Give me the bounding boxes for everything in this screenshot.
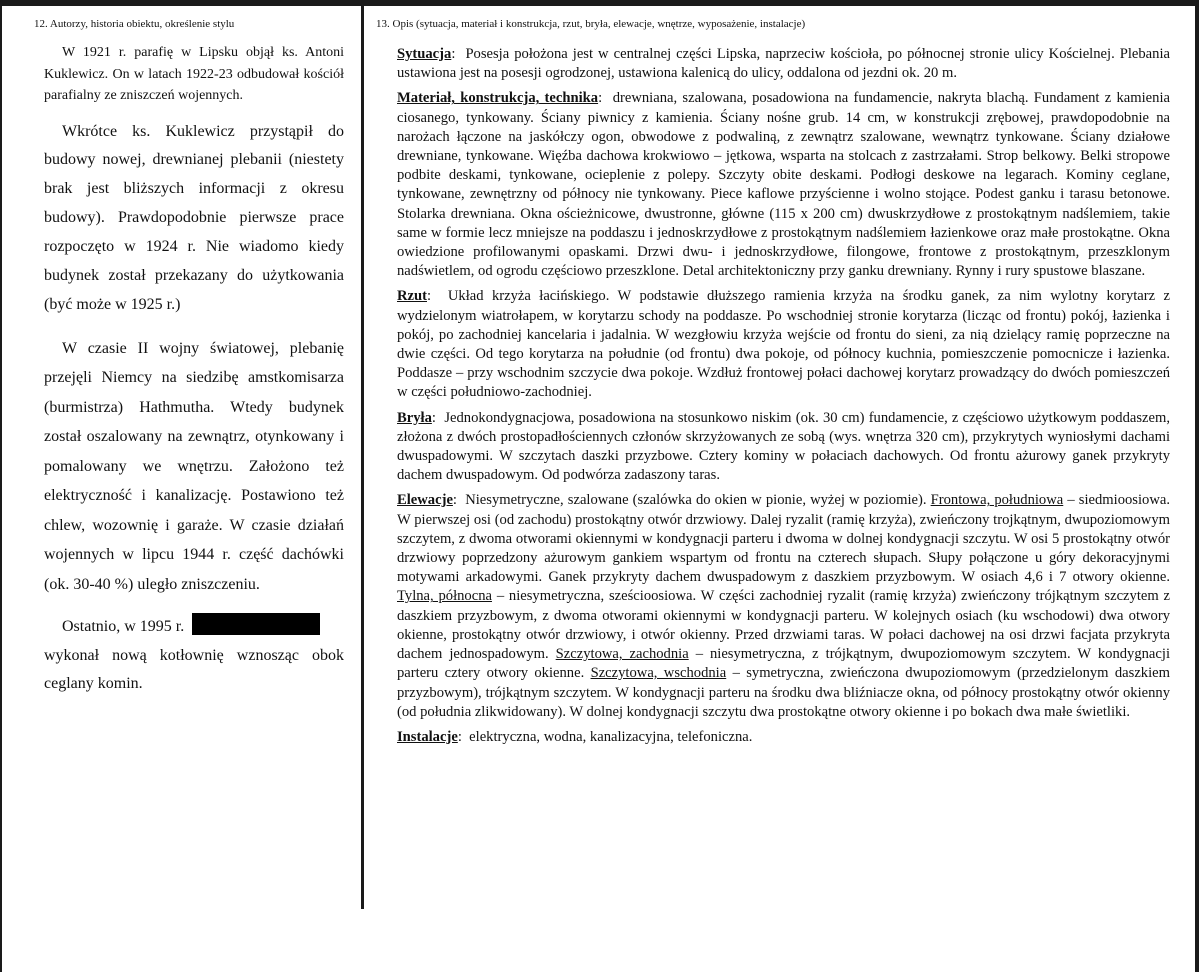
history-paragraph-4-lead: Ostatnio, w 1995 r. [62,618,185,636]
section-title-bryla: Bryła [397,409,432,426]
elevation-text-frontowa: – siedmioosiowa. W pierwszej osi (od zachodu) prostokątny otwór drzwiowy. Dalej ryzalit (ramię krzyża), zwieńczony trojkątnym, dwupoziomowym szczytem, z dwoma otworami okiennymi w kondygnacji parteru i dwoma w dolnej kondygnacji szczytu. W osi 5 prostokątny otwór drzwiowy poprzedzony ażurowym gankiem wspartym od frontu na czterech słupach. Słupy połączone u góry dekoracyjnymi motywami arkadowymi. Ganek przykryty dachem dwuspadowym z daszkiem przyzbowym. W osiach 4,6 i 7 otwory okienne. [397,492,1170,586]
section-text-rzut: Układ krzyża łacińskiego. W podstawie dłuższego ramienia krzyża na środku ganek, za nim wylotny korytarz z wydzielonym wiatrołapem, w korytarzu schody na poddasze. Po wschodniej stronie korytarza (licząc od frontu) pokój, łazienka i pokój, po zachodniej kancelaria i jadalnia. W wezgłowiu krzyża wejście od frontu do sieni, za nią dzielący ramię poprzeczne na dwie części. Od tego korytarza na południe (od frontu) dwa pokoje, od północy kuchnia, pomieszczenie pomocnicze i łazienka. Poddasze – przy wschodnim szczycie dwa pokoje. Wzdłuż frontowej połaci dachowej korytarz prowadzący do dwóch pomieszczeń w części południowo-zachodniej. [397,288,1171,401]
history-paragraph-4-start [44,613,344,642]
history-paragraph-1: W 1921 r. parafię w Lipsku objął ks. Antoni Kuklewicz. On w latach 1922-23 odbudował kościół parafialny ze zniszczeń wojennych. [44,45,344,103]
section-material: Materiał, konstrukcja, technika: drewniana, szalowana, posadowiona na fundamencie, nakryta blachą. Fundament z kamienia ciosanego, tynkowany. Ściany piwnicy z kamienia. Ściany nośne grub. 14 cm, w konstrukcji zrębowej, prawdopodobnie na narożach łączone na jaskółczy ogon, obwodowe z podwaliną, z zewnątrz szalowane, wewnątrz tynkowane. Ściany działowe drewniane, tynkowane. Więźba dachowa krokwiowo – jętkowa, wsparta na stolcach z zastrzałami. Strop belkowy. Belki stropowe podbite deskami, tynkowane, ocieplenie z polepy. Szczyty obite deskami. Podłogi deskowe na legarach. Kominy ceglane, tynkowane, zewnętrzny od północy nie tynkowany. Piece kaflowe przyścienne i wolno stojące. Podest ganku i tarasu betonowe. Stolarka drewniana. Okna ościeżnicowe, dwustronne, główne (115 x 200 cm) dwuskrzydłowe z prostokątnym nadślemiem, takie same w formie lecz mniejsze na poddaszu i jednoskrzydłowe z prostokątnym nadślemiem łazienkowe oraz małe prostokątne. Okna owiedzione profilowanymi opaskami. Drzwi dwu- i jednoskrzydłowe, filongowe, frontowe z prostokątnym, przeszklonym nadświetlem, od ogrodu częściowo przeszklone. Detal architektoniczny przy ganku drewniany. Rynny i rury spustowe blaszane. [397,90,1170,280]
history-paragraph-4-end: wykonał nową kotłownię wznosząc obok ceglany komin. [44,646,344,693]
elevation-label-frontowa: Frontowa, południowa [930,492,1064,509]
right-border [1195,0,1199,972]
section-title-material: Materiał, konstrukcja, technika [397,90,599,107]
right-column-heading: 13. Opis (sytuacja, materiał i konstrukcja, rzut, bryła, elewacje, wnętrze, wyposażenie, instalacje) [376,18,806,30]
history-column [44,42,344,699]
section-title-elewacje: Elewacje [397,492,453,509]
section-elewacje: Elewacje: Niesymetryczne, szalowane (szalówka do okien w pionie, wyżej w poziomie). Frontowa, południowa – siedmioosiowa. W pierwszej osi (od zachodu) prostokątny otwór drzwiowy. Dalej ryzalit (ramię krzyża), zwieńczony trojkątnym, dwupoziomowym szczytem, z dwoma otworami okiennymi w kondygnacji parteru i dwoma w dolnej kondygnacji szczytu. W osi 5 prostokątny otwór drzwiowy poprzedzony ażurowym gankiem wspartym od frontu na czterech słupach. Słupy połączone u góry dekoracyjnymi motywami arkadowymi. Ganek przykryty dachem dwuspadowym z daszkiem przyzbowym. W osiach 4,6 i 7 otwory okienne. Tylna, północna – niesymetryczna, sześcioosiowa. W części zachodniej ryzalit (ramię krzyża) zwieńczony trójkątnym szczytem z daszkiem przyzbowym, z dwoma otworami okiennymi w kondygnacji parteru. W kolejnych osiach (ku wschodowi) dwa otwory okienne, prostokątny otwór drzwiowy, i otwór okienny. Przed drzwiami taras. W połaci dachowej na osi drzwi facjata przykryta dachem jednospadowym. Szczytowa, zachodnia – niesymetryczna, z trójkątnym, dwupoziomowym szczytem. W kondygnacji parteru cztery otwory okienne. Szczytowa, wschodnia – symetryczna, zwieńczona dwupoziomowym (przedzielonym daszkiem przyzbowym), trójkątnym szczytem. W kondygnacji parteru na środku dwa bliźniacze okna, od północy prostokątny otwór okienny (od południa zlikwidowany). W dolnej kondygnacji szczytu dwa prostokątne otwory okienne i po bokach dwa małe świetlikі. [397,492,1170,720]
history-paragraph-2: Wkrótce ks. Kuklewicz przystąpił do budowy nowej, drewnianej plebanii (niestety brak jest bliższych informacji z okresu budowy). Prawdopodobnie pierwsze prace rozpoczęto w 1924 r. Nie wiadomo kiedy budynek został przekazany do użytkowania (być może w 1925 r.) [44,122,344,313]
elevation-label-wschodnia: Szczytowa, wschodnia [590,665,727,682]
elevation-text-tylna: – niesymetryczna, sześcioosiowa. W części zachodniej ryzalit (ramię krzyża) zwieńczony trójkątnym szczytem z daszkiem przyzbowym, z dwoma otworami okiennymi w kondygnacji parteru. W kolejnych osiach (ku wschodowi) dwa otwory okienne, prostokątny otwór drzwiowy, i otwór okienny. Przed drzwiami taras. W połaci dachowej na osi drzwi facjata przykryta dachem jednospadowym. [397,588,1170,663]
elevation-label-zachodnia: Szczytowa, zachodnia [555,646,689,663]
section-text-sytuacja: Posesja położona jest w centralnej części Lipska, naprzeciw kościoła, po północnej stronie ulicy Kościelnej. Plebania ustawiona jest na posesji ogrodzonej, ustawiona kalenicą do ulicy, oddalona od jezdni ok. 20 m. [397,46,1170,82]
section-text-elewacje: Niesymetryczne, szalowane (szalówka do okien w pionie, wyżej w poziomie). [465,492,927,509]
section-text-material: drewniana, szalowana, posadowiona na fundamencie, nakryta blachą. Fundament z kamienia ciosanego, tynkowany. Ściany piwnicy z kamienia. Ściany nośne grub. 14 cm, w konstrukcji zrębowej, prawdopodobnie na narożach łączone na jaskółczy ogon, obwodowe z podwaliną, z zewnątrz szalowane, wewnątrz tynkowane. Ściany działowe drewniane, tynkowane. Więźba dachowa krokwiowo – jętkowa, wsparta na stolcach z zastrzałami. Strop belkowy. Belki stropowe podbite deskami, tynkowane, ocieplenie z polepy. Szczyty obite deskami. Podłogi deskowe na legarach. Kominy ceglane, tynkowane, zewnętrzny od północy nie tynkowany. Piece kaflowe przyścienne i wolno stojące. Podest ganku i tarasu betonowe. Stolarka drewniana. Okna ościeżnicowe, dwustronne, główne (115 x 200 cm) dwuskrzydłowe z prostokątnym nadślemiem, takie same w formie lecz mniejsze na poddaszu i jednoskrzydłowe z prostokątnym nadślemiem łazienkowe oraz małe prostokątne. Okna owiedzione profilowanymi opaskami. Drzwi dwu- i jednoskrzydłowe, filongowe, frontowe z prostokątnym, przeszklonym nadświetlem, od ogrodu częściowo przeszklone. Detal architektoniczny przy ganku drewniany. Rynny i rury spustowe blaszane. [397,90,1170,280]
elevation-text-zachodnia: – niesymetryczna, z trójkątnym, dwupoziomowym szczytem. W kondygnacji parteru cztery otwory okienne. [397,646,1170,682]
elevation-text-wschodnia: – symetryczna, zwieńczona dwupoziomowym (przedzielonym daszkiem przyzbowym), trójkątnym szczytem. W kondygnacji parteru na środku dwa bliźniacze okna, od północy prostokątny otwór okienny (od południa zlikwidowany). W dolnej kondygnacji szczytu dwa prostokątne otwory okienne i po bokach dwa małe świetlikі. [397,665,1170,720]
elevation-label-tylna: Tylna, północna [397,588,492,605]
left-border [0,0,2,972]
section-text-bryla: Jednokondygnacjowa, posadowiona na stosunkowo niskim (ok. 30 cm) fundamencie, z częściowo użytkowym poddaszem, złożona z dwóch prostopadłościennych członów skrzyżowanych ze sobą (wys. wnętrza 320 cm), przykrytych wyniosłymi dachami dwuspadowymi. W szczytach daszki przyzbowe. Cztery kominy w połaciach dachowych. Od frontu ażurowy ganek przykryty dachem dwuspadowym. Od podwórza zadaszony taras. [397,409,1170,484]
section-title-instalacje: Instalacje [397,728,458,745]
section-bryla: Bryła: Jednokondygnacjowa, posadowiona na stosunkowo niskim (ok. 30 cm) fundamencie, z częściowo użytkowym poddaszem, złożona z dwóch prostopadłościennych członów skrzyżowanych ze sobą (wys. wnętrza 320 cm), przykrytych wyniosłymi dachami dwuspadowymi. W szczytach daszki przyzbowe. Cztery kominy w połaciach dachowych. Od frontu ażurowy ganek przykryty dachem dwuspadowym. Od podwórza zadaszony taras. [397,409,1170,484]
history-paragraph-3: W czasie II wojny światowej, plebanię przejęli Niemcy na siedzibę amstkomisarza (burmistrza) Hathmutha. Wtedy budynek został oszalowany na zewnątrz, otynkowany i pomalowany we wnętrzu. Założono też elektryczność i kanalizację. Postawiono też chlew, wozownię i garaże. W czasie działań wojennych w lipcu 1944 r. część dachówki (ok. 30-40 %) uległo zniszczeniu. [44,339,344,593]
top-border [0,0,1199,6]
column-divider [361,6,364,909]
left-column-heading: 12. Autorzy, historia obiektu, określenie stylu [34,18,235,30]
section-title-rzut: Rzut [397,288,427,305]
section-instalacje: Instalacje: elektryczna, wodna, kanalizacyjna, telefoniczna. [397,728,753,745]
description-column [397,45,1170,747]
history-paragraph-4 [44,613,344,699]
section-sytuacja: Sytuacja: Posesja położona jest w centralnej części Lipska, naprzeciw kościoła, po północnej stronie ulicy Kościelnej. Plebania ustawiona jest na posesji ogrodzonej, ustawiona kalenicą do ulicy, oddalona od jezdni ok. 20 m. [397,46,1170,82]
redaction-box [192,613,320,635]
section-rzut: Rzut: Układ krzyża łacińskiego. W podstawie dłuższego ramienia krzyża na środku ganek, za nim wylotny korytarz z wydzielonym wiatrołapem, w korytarzu schody na poddasze. Po wschodniej stronie korytarza (licząc od frontu) pokój, łazienka i pokój, po zachodniej kancelaria i jadalnia. W wezgłowiu krzyża wejście od frontu do sieni, za nią dzielący ramię poprzeczne na dwie części. Od tego korytarza na południe (od frontu) dwa pokoje, od północy kuchnia, pomieszczenie pomocnicze i łazienka. Poddasze – przy wschodnim szczycie dwa pokoje. Wzdłuż frontowej połaci dachowej korytarz prowadzący do dwóch pomieszczeń w części południowo-zachodniej. [397,288,1171,401]
section-text-instalacje: elektryczna, wodna, kanalizacyjna, telefoniczna. [469,728,753,745]
section-title-sytuacja: Sytuacja [397,46,452,62]
